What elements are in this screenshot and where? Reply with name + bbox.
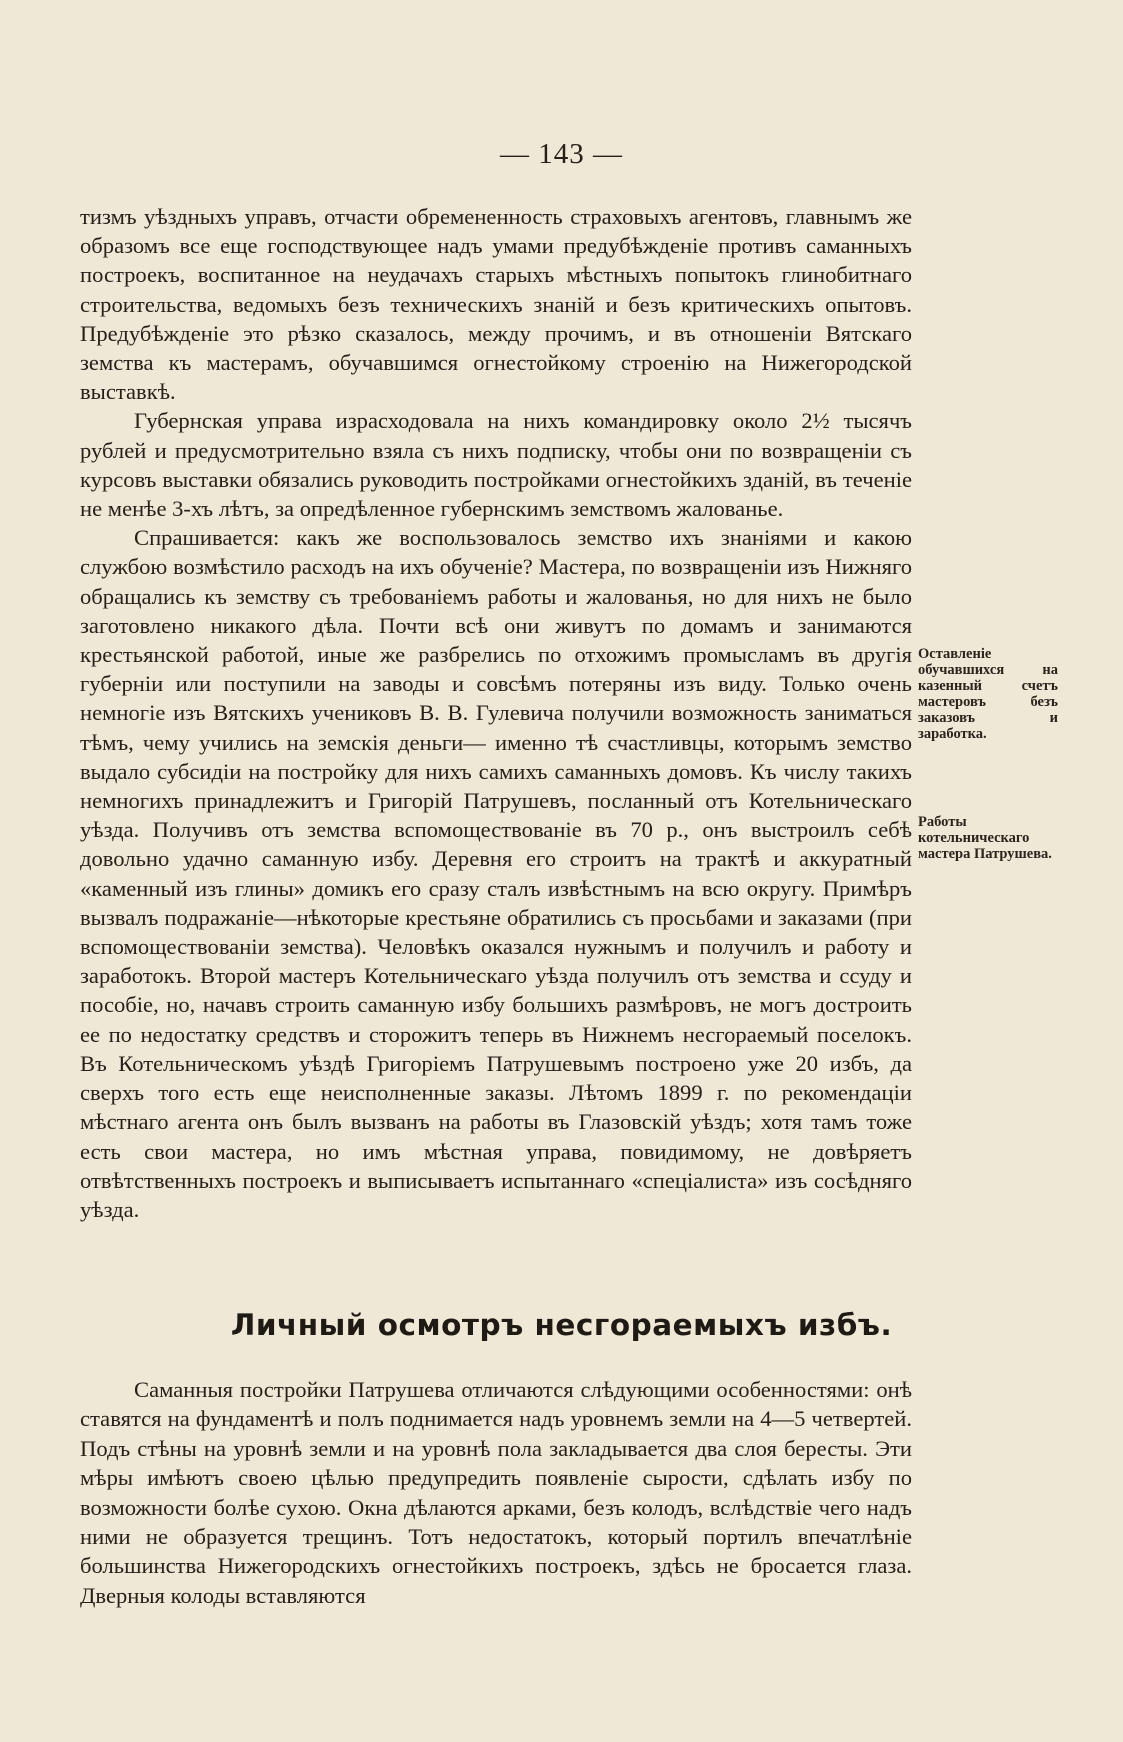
main-text <box>80 202 912 1224</box>
paragraph-sprashivaetsya: Спрашивается: какъ же воспользовалось земство ихъ знаніями и какою службою возмѣстило расходъ на ихъ обученіе? Мастера, по возвращеніи изъ Нижняго обращались къ земству съ требованіемъ работы и жалованья, но для нихъ не было заготовлено никакого дѣла. Почти всѣ они живутъ по домамъ и занимаются крестьянской работой, иные же разбрелись по отхожимъ промысламъ въ другія губерніи или поступили на заводы и совсѣмъ потеряны изъ виду. Только очень немногіе изъ Вятскихъ учениковъ В. В. Гулевича получили возможность заниматься тѣмъ, чему учились на земскія деньги— именно тѣ счастливцы, которымъ земство выдало субсидіи на постройку для нихъ самихъ саманныхъ домовъ. Къ числу такихъ немногихъ принадлежитъ и Григорій Патрушевъ, посланный отъ Котельническаго уѣзда. Получивъ отъ земства вспомоществованіе въ 70 р., онъ выстроилъ себѣ довольно удачно саманную избу. Деревня его строитъ на трактѣ и аккуратный «каменный изъ глины» домикъ его сразу сталъ извѣстнымъ на всю округу. Примѣръ вызвалъ подражаніе—нѣкоторые крестьяне обратились съ просьбами и заказами (при вспомоществованіи земства). Человѣкъ оказался нужнымъ и получилъ и работу и заработокъ. Второй мастеръ Котельническаго уѣзда получилъ отъ земства и ссуду и пособіе, но, начавъ строить саманную избу большихъ размѣровъ, не могъ достроить ее по недостатку средствъ и сторожитъ теперь въ Нижнемъ несгораемый поселокъ. Въ Котельническомъ уѣздѣ Григоріемъ Патрушевымъ построено уже 20 избъ, да сверхъ того есть еще неисполненные заказы. Лѣтомъ 1899 г. по рекомендаціи мѣстнаго агента онъ былъ вызванъ на работы въ Глазовскій уѣздъ; хотя тамъ тоже есть свои мастера, но имъ мѣстная управа, повидимому, не довѣряетъ отвѣтственныхъ построекъ и выписываетъ испытаннаго «спеціалиста» изъ сосѣдняго уѣзда. <box>80 525 912 1222</box>
paragraph-samannye-postroyki: Саманныя постройки Патрушева отличаются слѣдующими особенностями: онѣ ставятся на фундаментѣ и полъ поднимается надъ уровнемъ земли на 4—5 четвертей. Подъ стѣны на уровнѣ земли и на уровнѣ пола закладывается два слоя бересты. Эти мѣры имѣютъ своею цѣлью предупредить появленіе сырости, сдѣлать избу по возможности болѣе сухою. Окна дѣлаются арками, безъ колодъ, вслѣдствіе чего надъ ними не образуется трещинъ. Тотъ недостатокъ, который портилъ впечатлѣніе большинства Нижегородскихъ огнестойкихъ построекъ, здѣсь не бросается глаза. Дверныя колоды вставляются <box>80 1377 912 1608</box>
margin-note-masters-left-without-orders: Оставленіе обучавшихся на казенный счетъ мастеровъ безъ заказовъ и заработка. <box>918 646 1058 742</box>
section-heading: Личный осмотръ несгораемыхъ избъ. <box>230 1308 893 1342</box>
paragraph-continuation: тизмъ уѣздныхъ управъ, отчасти обремененность страховыхъ агентовъ, главнымъ же образомъ все еще господствующее надъ умами предубѣжденіе противъ саманныхъ построекъ, воспитанное на неудачахъ старыхъ мѣстныхъ попытокъ глинобитнаго строительства, ведомыхъ безъ техническихъ знаній и безъ критическихъ опытовъ. Предубѣжденіе это рѣзко сказалось, между прочимъ, и въ отношеніи Вятскаго земства къ мастерамъ, обучавшимся огнестойкому строенію на Нижегородской выставкѣ. <box>80 204 912 405</box>
section-text <box>80 1375 912 1610</box>
page-number: — 143 — <box>500 138 623 170</box>
paragraph-gubernskaya-uprava: Губернская управа израсходовала на нихъ командировку около 2½ тысячъ рублей и предусмотрительно взяла съ нихъ подписку, чтобы они по возвращеніи съ курсовъ выставки обязались руководить постройками огнестойкихъ зданій, въ теченіе не менѣе 3-хъ лѣтъ, за опредѣленное губернскимъ земствомъ жалованье. <box>80 408 912 522</box>
margin-note-patrushev-works: Работы котельническаго мастера Патрушева. <box>918 814 1052 862</box>
